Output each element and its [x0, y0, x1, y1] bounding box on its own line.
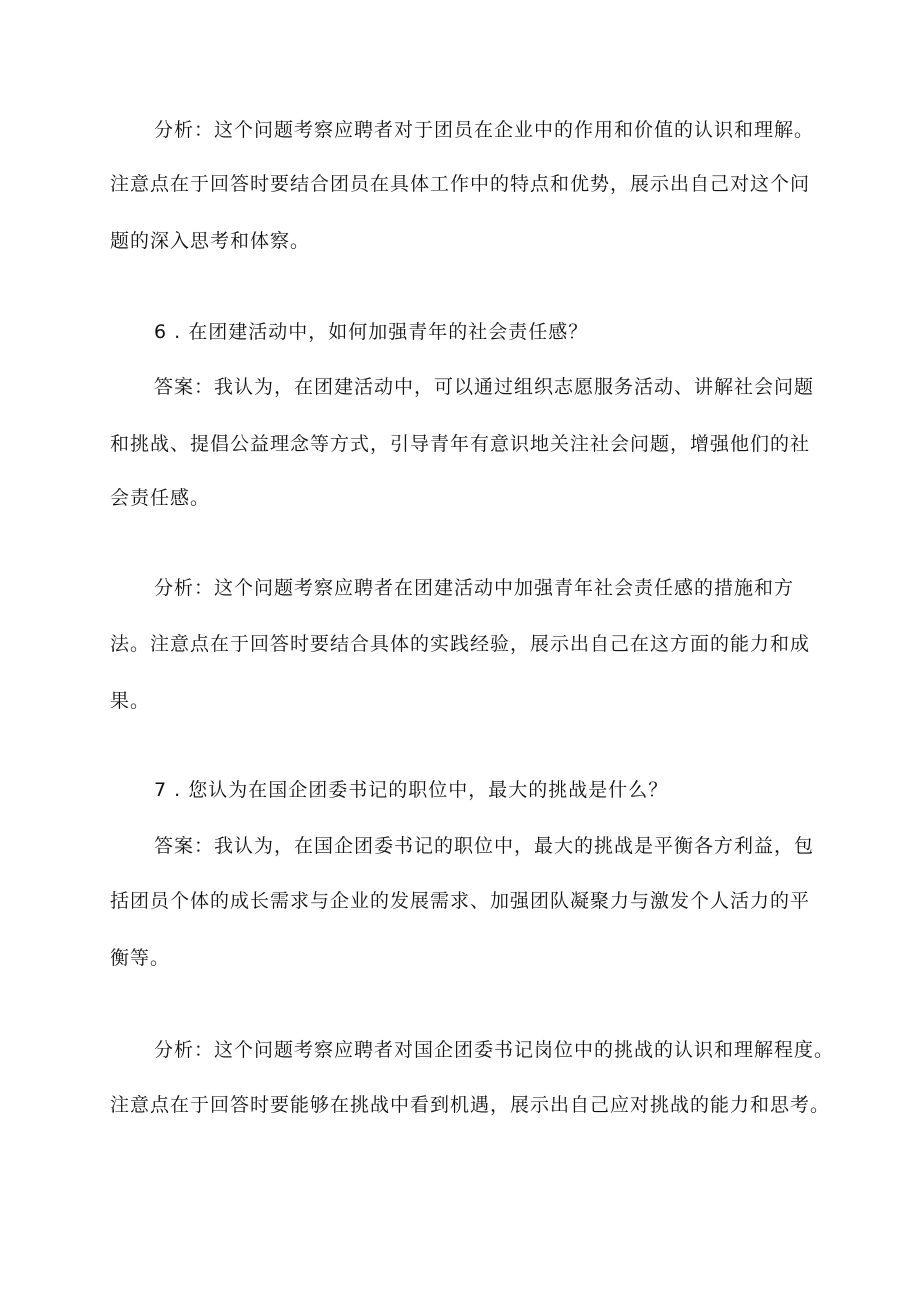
- question-6: 6 . 在团建活动中，如何加强青年的社会责任感？: [154, 321, 589, 343]
- analysis-6-line-2: 法。注意点在于回答时要结合具体的实践经验，展示出自己在这方面的能力和成: [110, 633, 811, 655]
- analysis-7-line-2: 注意点在于回答时要能够在挑战中看到机遇，展示出自己应对挑战的能力和思考。: [110, 1094, 831, 1116]
- analysis-7-line-1: 分析：这个问题考察应聘者对国企团委书记岗位中的挑战的认识和理解程度。: [154, 1039, 835, 1061]
- analysis-6-line-1: 分析：这个问题考察应聘者在团建活动中加强青年社会责任感的措施和方: [154, 577, 795, 599]
- answer-7-line-2: 括团员个体的成长需求与企业的发展需求、加强团队凝聚力与激发个人活力的平: [110, 890, 811, 912]
- answer-7-line-3: 衡等。: [110, 947, 171, 969]
- analysis-5-line-1: 分析：这个问题考察应聘者对于团员在企业中的作用和价值的认识和理解。: [154, 119, 815, 141]
- answer-6-line-3: 会责任感。: [110, 487, 211, 509]
- answer-6-line-1: 答案：我认为，在团建活动中，可以通过组织志愿服务活动、讲解社会问题: [154, 376, 815, 398]
- question-7: 7 . 您认为在国企团委书记的职位中，最大的挑战是什么？: [154, 779, 669, 801]
- analysis-5-line-3: 题的深入思考和体察。: [110, 230, 311, 252]
- analysis-5-line-2: 注意点在于回答时要结合团员在具体工作中的特点和优势，展示出自己对这个问: [110, 173, 811, 195]
- answer-7-line-1: 答案：我认为，在国企团委书记的职位中，最大的挑战是平衡各方利益，包: [154, 835, 815, 857]
- analysis-6-line-3: 果。: [110, 690, 151, 712]
- answer-6-line-2: 和挑战、提倡公益理念等方式，引导青年有意识地关注社会问题，增强他们的社: [110, 433, 811, 455]
